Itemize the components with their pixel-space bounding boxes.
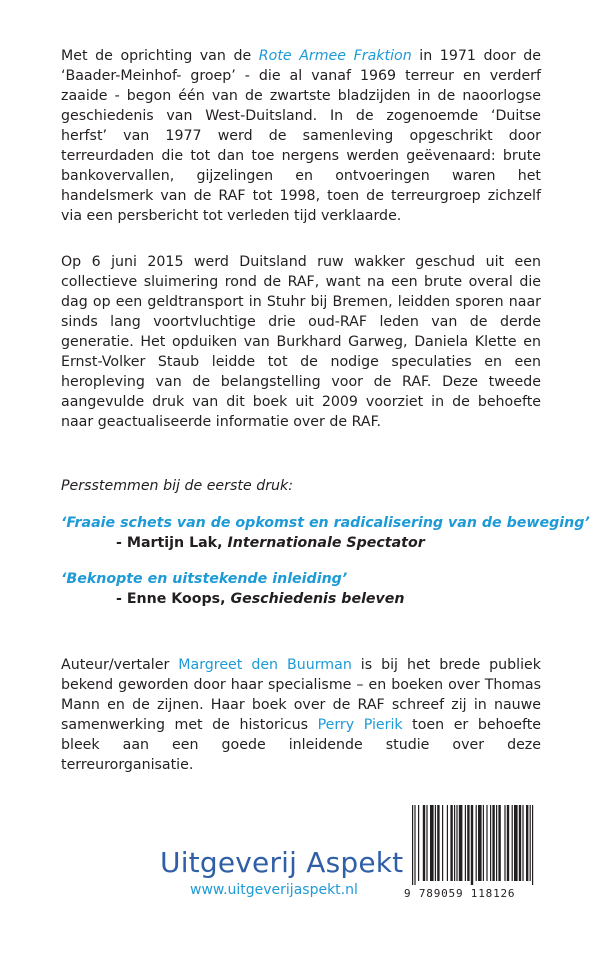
barcode-bar [476, 805, 477, 881]
bio-text: toen er behoefte bleek aan een goede inleidende studie over deze terreurorganisatie. [61, 717, 541, 773]
intro-paragraph [61, 46, 541, 226]
barcode-bar [467, 805, 469, 881]
barcode-bar [430, 805, 434, 881]
barcode-bar [514, 805, 518, 881]
intro-text-start: Met de oprichting van de [61, 48, 259, 64]
quote-source: Internationale Spectator [227, 535, 425, 551]
barcode-bar [423, 805, 425, 881]
barcode-bar [496, 805, 497, 881]
quote-attribution [116, 535, 425, 551]
quote-source: Geschiedenis beleven [230, 591, 405, 607]
barcode-bar [507, 805, 509, 881]
barcode-bar [471, 805, 473, 885]
barcode-bar [486, 805, 487, 881]
barcode-bar [504, 805, 505, 881]
intro-text-rest: in 1971 door de ‘Baader-Meinhof- groep’ - die al vanaf 1969 terreur en verderf zaaide - begon één van de zwartste bladzijden in de naoorlogse geschiedenis van West-Duitsland. In de zogenoemde ‘Duitse herfst’ van 1977 werd de samenleving opgeschrikt door terreurdaden die tot dan toe nergens werden geëvenaard: brute bankovervallen, gijzelingen en ontvoeringen waren het handelsmerk van de RAF tot 1998, toen de terreurgroep zichzelf via een persbericht tot verleden tijd verklaarde. [61, 48, 542, 224]
publisher-website: www.uitgeverijaspekt.nl [190, 882, 358, 898]
quote-attribution [116, 591, 405, 607]
update-paragraph: Op 6 juni 2015 werd Duitsland ruw wakker geschud uit een collectieve sluimering rond de RAF, want na een brute overal die dag op een geldtransport in Stuhr bij Bremen, leidden sporen naar sinds lang voortvluchtige drie oud-RAF leden van de derde generatie. Het opduiken van Burkhard Garweg, Daniela Klette en Ernst-Volker Staub leidde tot de nodige speculaties en een heropleving van de belangstelling voor de RAF. Deze tweede aangevulde druk van dit boek uit 2009 voorziet in de behoefte naar geactualiseerde informatie over de RAF. [61, 254, 541, 430]
barcode-bar [435, 805, 436, 881]
bio-text: Auteur/vertaler [61, 657, 179, 673]
bio-text: is bij het brede publiek bekend geworden door haar specialisme – en boeken over Thomas Mann en de zijnen. Haar boek over de RAF schreef zij in nauwe samenwerking met de historicus [61, 657, 541, 733]
press-quote: ‘Fraaie schets van de opkomst en radicalisering van de beweging’ [61, 515, 590, 531]
publisher-logo-text: Uitgeverij Aspekt [160, 846, 404, 879]
barcode-bar [459, 805, 463, 881]
barcode-bar [414, 805, 415, 885]
barcode-bar [530, 805, 531, 881]
quote-author: - Martijn Lak, [116, 535, 228, 551]
quote-author: - Enne Koops, [116, 591, 231, 607]
barcode-bar [465, 805, 466, 881]
barcode-bar [512, 805, 513, 881]
press-quote: ‘Beknopte en uitstekende inleiding’ [61, 571, 348, 587]
barcode-bar [532, 805, 533, 885]
barcode-bar [498, 805, 500, 881]
author-bio-paragraph [61, 655, 541, 775]
author-name: Margreet den Buurman [178, 657, 352, 673]
barcode-bar [454, 805, 455, 881]
press-heading: Persstemmen bij de eerste druk: [61, 478, 294, 494]
barcode-bar [442, 805, 443, 881]
isbn-digits: 9 789059 118126 [404, 887, 516, 900]
barcode-bar [478, 805, 482, 881]
coauthor-name: Perry Pierik [317, 717, 403, 733]
barcode-bar [526, 805, 528, 881]
rote-armee-fraktion-term: Rote Armee Fraktion [258, 48, 412, 64]
barcode-bar [412, 805, 413, 885]
barcode-bar [483, 805, 484, 881]
barcode-bar [522, 805, 523, 881]
barcode-bar [490, 805, 491, 881]
barcode-bar [492, 805, 494, 881]
barcode-bar [447, 805, 448, 881]
barcode-bar [418, 805, 419, 881]
barcode-bar [456, 805, 457, 881]
barcode-bar [437, 805, 439, 881]
barcode-bar [450, 805, 452, 881]
barcode-bar [519, 805, 521, 881]
barcode-bar [426, 805, 427, 881]
barcode-bars [404, 803, 550, 887]
